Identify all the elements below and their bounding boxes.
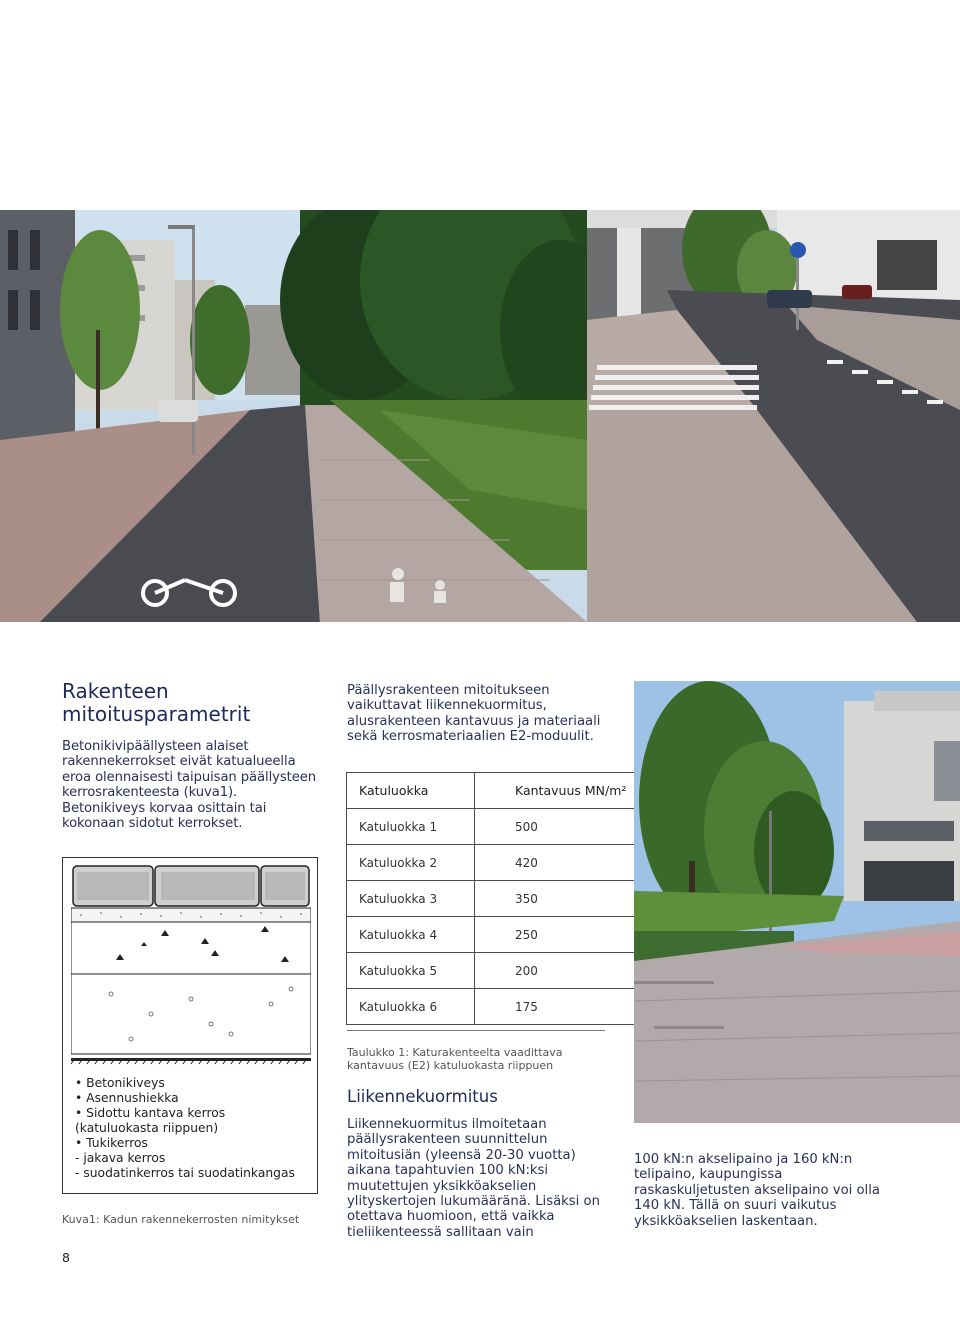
table-cell: 250 bbox=[475, 917, 646, 953]
layer-cross-section bbox=[71, 864, 311, 1064]
legend-item: • Betonikiveys bbox=[75, 1076, 165, 1090]
plaza-photo bbox=[634, 681, 960, 1123]
table-cell: 350 bbox=[475, 881, 646, 917]
legend-item: - jakava kerros bbox=[75, 1151, 166, 1165]
table-header-cell: Katuluokka bbox=[347, 773, 475, 809]
legend-item: (katuluokasta riippuen) bbox=[75, 1121, 219, 1135]
legend-item: • Sidottu kantava kerros bbox=[75, 1106, 226, 1120]
legend-item: - suodatinkerros tai suodatinkangas bbox=[75, 1166, 295, 1180]
legend-item: • Asennushiekka bbox=[75, 1091, 179, 1105]
table-row bbox=[347, 845, 646, 881]
divider bbox=[347, 1030, 605, 1031]
section-paragraph: Betonikivipäällysteen alaiset rakennekerrokset eivät katualueella eroa olennaisesti taipuisan päällysteen kerrosrakenteesta (kuva1). Betonikiveys korvaa osittain tai kokonaan sidotut kerrokset. bbox=[62, 739, 316, 832]
table-cell: Katuluokka 2 bbox=[347, 845, 475, 881]
table-cell: 420 bbox=[475, 845, 646, 881]
table-cell: 500 bbox=[475, 809, 646, 845]
continuation-paragraph: 100 kN:n akselipaino ja 160 kN:n telipaino, kaupungissa raskaskuljetusten akselipaino voi olla 140 kN. Tällä on suuri vaikutus yksikköakselien laskentaan. bbox=[634, 1152, 880, 1229]
table-cell: Katuluokka 3 bbox=[347, 881, 475, 917]
street-photo-crossing bbox=[587, 210, 960, 622]
table-row bbox=[347, 917, 646, 953]
bearing-capacity-table bbox=[346, 772, 646, 1025]
layer-diagram bbox=[62, 857, 318, 1194]
table-row bbox=[347, 809, 646, 845]
table-cell: 200 bbox=[475, 953, 646, 989]
table-cell: 175 bbox=[475, 989, 646, 1025]
layer-legend bbox=[75, 1076, 295, 1181]
legend-item: • Tukikerros bbox=[75, 1136, 148, 1150]
street-photo-cycle-lane bbox=[0, 210, 587, 622]
table-cell: Katuluokka 6 bbox=[347, 989, 475, 1025]
subsection-paragraph: Liikennekuormitus ilmoitetaan päällysrakenteen suunnittelun mitoitusiän (yleensä 20-30 vuotta) aikana tapahtuvien 100 kN:ksi muutettujen yksikköakselien ylityskertojen lukumääränä. Lisäksi on otettava huomioon, että vaikka tieliikenteessä sallitaan vain bbox=[347, 1117, 600, 1240]
section-title: Rakenteen mitoitusparametrit bbox=[62, 679, 251, 726]
table-row bbox=[347, 953, 646, 989]
subgrade-hatch bbox=[71, 1058, 311, 1068]
table-header-row bbox=[347, 773, 646, 809]
table-row bbox=[347, 989, 646, 1025]
page-number: 8 bbox=[62, 1250, 70, 1265]
table-cell: Katuluokka 5 bbox=[347, 953, 475, 989]
figure-caption: Kuva1: Kadun rakennekerrosten nimitykset bbox=[62, 1213, 300, 1226]
subsection-title: Liikennekuormitus bbox=[347, 1087, 498, 1106]
table-cell: Katuluokka 4 bbox=[347, 917, 475, 953]
table-cell: Katuluokka 1 bbox=[347, 809, 475, 845]
table-row bbox=[347, 881, 646, 917]
table-header-cell: Kantavuus MN/m² bbox=[475, 773, 646, 809]
table-caption: Taulukko 1: Katurakenteelta vaadittava kantavuus (E2) katuluokasta riippuen bbox=[347, 1046, 563, 1072]
intro-paragraph: Päällysrakenteen mitoitukseen vaikuttavat liikennekuormitus, alusrakenteen kantavuus ja materiaali sekä kerrosmateriaalien E2-moduulit. bbox=[347, 683, 601, 745]
